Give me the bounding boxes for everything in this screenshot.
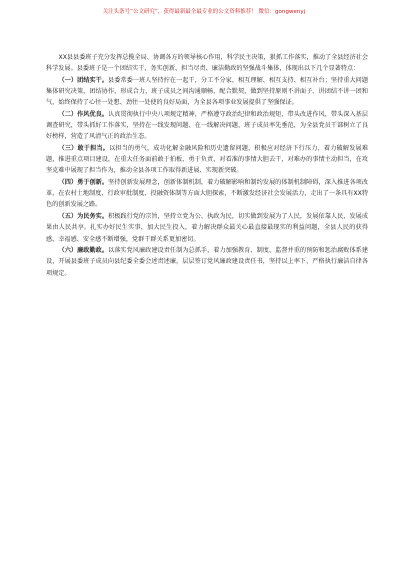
section-paragraph [46,211,368,245]
section-heading: （二）作风优良。 [58,110,109,118]
section-body: 认真贯彻执行中央八项规定精神，严格遵守政治纪律和政治规矩，带头改进作风，带头深入基层调查研究，带头抓好工作落实，坚持在一线发现问题、在一线解决问题，班子成员率先垂范，为全县党员干部树立了良好榜样，营造了风清气正的政治生态。 [46,110,368,141]
section-body: 以落实党风廉政建设责任制为总抓手，着力加强教育、制度、监督并重的预防和惩治腐败体系建设，开展县委班子成员向县纪委全委会述责述廉，层层签订党风廉政建设责任书，坚持以上率下，严格执行廉洁自律各项规定。 [46,246,368,277]
document-body [46,52,368,279]
section-body: 坚持创新发展理念，创新体制机制，着力破解影响和制约发展的体制机制障碍，深入推进各项改革，在农村土地制度、行政审批制度、投融资体制等方面大胆探索，不断激发经济社会发展活力，走出了一条具有XX特色的创新发展之路。 [46,178,368,209]
section-heading: （一）团结实干。 [58,76,109,84]
section-heading: （四）勇于创新。 [58,178,109,186]
section-paragraph [46,245,368,279]
section-body: 以担当的勇气，成功化解金融风险和历史遗留问题，积极应对经济下行压力，着力破解发展难题，推进重点项目建设，在重大任务面前敢于拍板、勇于负责，对看准的事情大胆去干，对难办的事情主动担当，在攻坚克难中展现了担当作为，推动全县各项工作取得新进展、实现新突破。 [46,144,368,175]
section-body: 积极践行党的宗旨，坚持立党为公、执政为民，切实做到发展为了人民，发展依靠人民，发展成果由人民共享。扎实办好民生实事，加大民生投入，着力解决群众最关心最直接最现实的利益问题，全县人民的获得感、幸福感、安全感不断增强，党群干群关系更加密切。 [46,212,368,243]
section-paragraph [46,177,368,211]
section-paragraph [46,143,368,177]
section-heading: （五）为民务实。 [58,212,109,220]
intro-paragraph: XX县县委班子充分发挥总揽全局、协调各方的领导核心作用，科学民主决策，狠抓工作落实，推动了全县经济社会科学发展。县委班子是一个团结实干、务实创新、担当尽责、廉洁勤政的坚强战斗集体，体现出以下几个显著特点： [46,54,368,73]
section-heading: （六）廉政勤政。 [58,246,109,254]
section-body: 县委常委一班人坚持拧在一起干，分工不分家，相互理解、相互支持、相互补台；坚持重大问题集体研究决策，团结协作，形成合力，班子成员之间沟通顺畅、配合默契，做到坚持原则不讲面子、讲团结不讲一团和气，始终保持了心往一处想、劲往一处使的良好局面，为全县各项事业发展提供了坚强保证。 [46,76,368,107]
promo-banner: 关注头条号“公文研究”，获得最新最全最专业的公文资料推荐！ 微信：gongwenyj [102,9,306,15]
section-paragraph [46,75,368,109]
section-paragraph [46,109,368,143]
section-heading: （三）敢于担当。 [58,144,110,152]
